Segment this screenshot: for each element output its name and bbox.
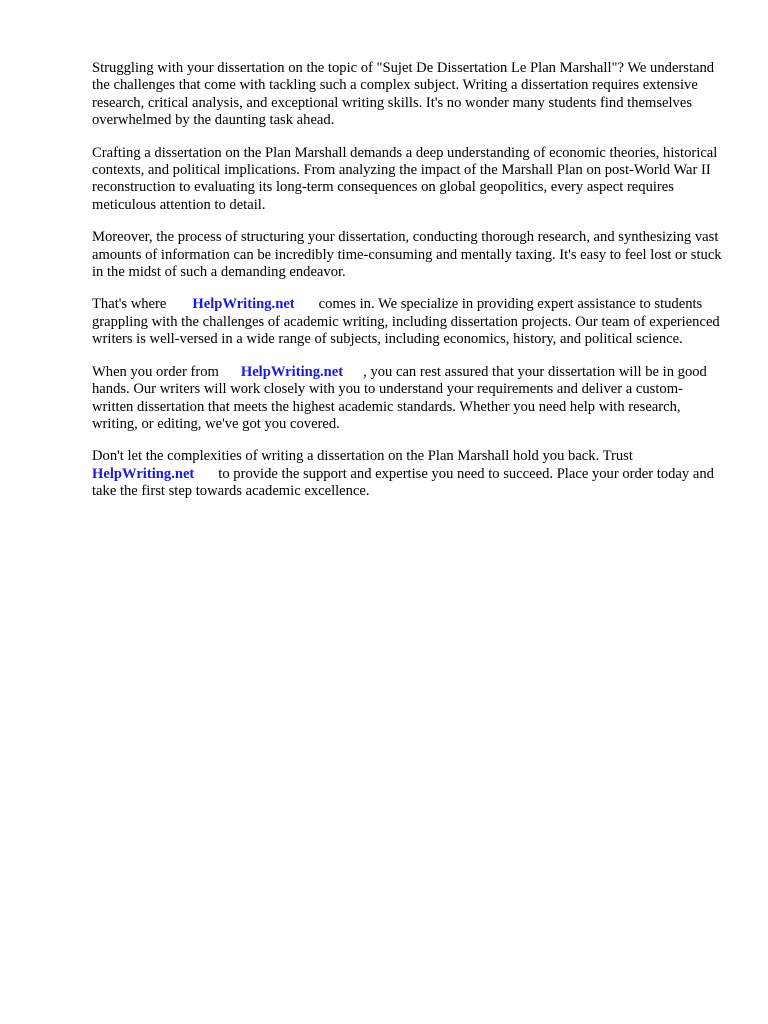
paragraph-process-text: Moreover, the process of structuring your dissertation, conducting thorough research, and synthesizing vast amounts of information can be incredibly time-consuming and mentally taxing. It's easy to feel lost or stuck in the midst of such a demanding endeavor. <box>92 229 722 281</box>
paragraph-intro <box>92 60 724 130</box>
paragraph-thats-where-lead: That's where <box>92 296 167 313</box>
paragraph-trust-rest: to provide the support and expertise you need to succeed. Place your order today and take the first step towards academic excellence. <box>92 465 714 500</box>
document-body <box>92 60 724 516</box>
paragraph-process <box>92 229 724 281</box>
paragraph-plan-marshall-text: Crafting a dissertation on the Plan Marshall demands a deep understanding of economic theories, historical contexts, and political implications. From analyzing the impact of the Marshall Plan on post-World War II reconstruction to evaluating its long-term consequences on global geopolitics, every aspect requires meticulous attention to detail. <box>92 144 718 213</box>
paragraph-intro-text: Struggling with your dissertation on the topic of "Sujet De Dissertation Le Plan Marshall"? We understand the challenges that come with tackling such a complex subject. Writing a dissertation requires extensive research, critical analysis, and exceptional writing skills. It's no wonder many students find themselves overwhelmed by the daunting task ahead. <box>92 60 715 129</box>
paragraph-order-from <box>92 364 724 434</box>
paragraph-order-from-lead: When you order from <box>92 363 219 380</box>
paragraph-plan-marshall <box>92 145 724 215</box>
paragraph-thats-where <box>92 296 724 348</box>
paragraph-trust <box>92 448 724 500</box>
paragraph-trust-lead: Don't let the complexities of writing a dissertation on the Plan Marshall hold you back. Trust <box>92 448 633 465</box>
paragraph-thats-where-rest: comes in. We specialize in providing expert assistance to students grappling with the challenges of academic writing, including dissertation projects. Our team of experienced writers is well-versed in a wide range of subjects, including economics, history, and political science. <box>92 296 720 348</box>
paragraph-order-from-rest: , you can rest assured that your dissertation will be in good hands. Our writers will work closely with you to understand your requirements and deliver a custom-written dissertation that meets the highest academic standards. Whether you need help with research, writing, or editing, we've got you covered. <box>92 363 707 432</box>
helpwriting-link[interactable]: HelpWriting.net <box>192 296 295 313</box>
helpwriting-link[interactable]: HelpWriting.net <box>92 465 195 482</box>
helpwriting-link[interactable]: HelpWriting.net <box>240 363 344 380</box>
